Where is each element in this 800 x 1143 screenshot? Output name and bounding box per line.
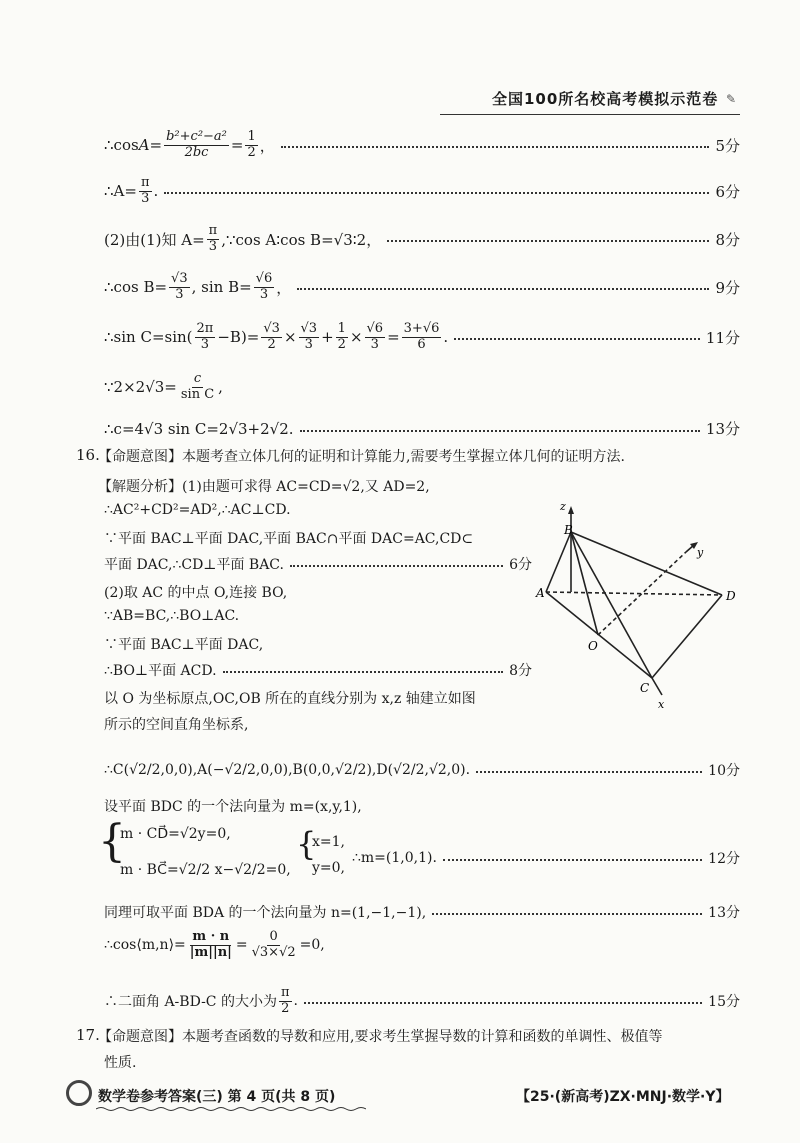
q16-analysis-6: ∵AB=BC,∴BO⊥AC. xyxy=(104,608,240,624)
q16-analysis-7: ∵平面 BAC⊥平面 DAC, xyxy=(104,637,264,653)
edge-BC xyxy=(571,532,652,678)
step-A: ∴A= $\frac{\pi}{3}$ . 6分 xyxy=(104,175,740,206)
page-header: 全国100所名校高考模拟示范卷 xyxy=(492,90,719,108)
label-C: C xyxy=(640,681,650,695)
q16-normal-n: 同理可取平面 BDA 的一个法向量为 n=(1,−1,−1), 13分 xyxy=(104,902,740,922)
score: 6分 xyxy=(715,182,740,201)
q16-analysis-4: 平面 DAC,∴CD⊥平面 BAC. 6分 xyxy=(104,554,532,574)
score: 15分 xyxy=(708,994,740,1011)
footer-page-info: 数学卷参考答案(三) 第 4 页(共 8 页) xyxy=(98,1089,336,1105)
label-y: y xyxy=(697,546,704,559)
q16-analysis-9: 以 O 为坐标原点,OC,OB 所在的直线分别为 x,z 轴建立如图 xyxy=(104,691,476,707)
fraction: $\frac{\text{b²+c²−a²}}{2bc}$ xyxy=(166,129,227,160)
score: 12分 xyxy=(708,851,740,867)
q16-normal-m: 设平面 BDC 的一个法向量为 m=(x,y,1), xyxy=(104,799,362,815)
footer-logo xyxy=(66,1080,92,1106)
edge-BA xyxy=(546,532,571,592)
label-B: B xyxy=(564,523,573,537)
q16-analysis-2: ∴AC²+CD²=AD²,∴AC⊥CD. xyxy=(104,502,291,518)
left-brace: { xyxy=(98,816,126,867)
label-A: A xyxy=(536,586,545,600)
step-sine-law: ∵2×2√3= $\frac{c}{\text{sin C}}$ , xyxy=(104,371,223,402)
dot-leader xyxy=(300,430,700,432)
dot-leader xyxy=(432,913,702,915)
system-eq-2: m · BC⃗=√2/2 x−√2/2=0, xyxy=(120,862,291,878)
step-cosA: ∴cos A = $\frac{\text{b²+c²−a²}}{2bc}$ = $\frac{1}{2}$ ， 5分 xyxy=(104,129,740,160)
dot-leader xyxy=(454,338,700,340)
header-rule xyxy=(440,114,740,115)
label-x: x xyxy=(658,698,665,711)
q16-analysis-1: 【解题分析】(1)由题可求得 AC=CD=√2,又 AD=2, xyxy=(98,479,430,495)
score: 6分 xyxy=(509,557,532,573)
edge-CD xyxy=(652,595,722,678)
score: 9分 xyxy=(715,278,740,297)
score: 10分 xyxy=(708,763,740,779)
score: 8分 xyxy=(715,230,740,249)
score: 11分 xyxy=(705,328,740,347)
dot-leader xyxy=(443,859,702,861)
footer-code: 【25·(新高考)ZX·MNJ·数学·Y】 xyxy=(516,1089,730,1105)
q16-analysis-3: ∵平面 BAC⊥平面 DAC,平面 BAC∩平面 DAC=AC,CD⊂ xyxy=(104,531,474,547)
q16-cos-angle: ∴cos⟨m,n⟩= $\frac{m \cdot n}{|m||n|}$ = $\frac{0}{√3\times√2}$ =0, xyxy=(104,929,325,960)
q17-intent: 【命题意图】本题考查函数的导数和应用,要求考生掌握导数的计算和函数的单调性、极值等 xyxy=(98,1029,663,1045)
dot-leader xyxy=(290,565,503,567)
q16-dihedral-angle: ∴二面角 A-BD-C 的大小为 $\frac{\pi}{2}$ . 15分 xyxy=(104,985,740,1016)
system-sol-1: x=1, xyxy=(312,834,345,850)
x-axis xyxy=(652,678,662,695)
step-c: ∴c=4√3 sin C=2√3+2√2. 13分 xyxy=(104,419,740,438)
dot-leader xyxy=(304,1002,702,1004)
step-part2: (2)由(1)知 A= $\frac{\pi}{3}$ ,∵cos A∶cos B=√3∶2， 8分 xyxy=(104,223,740,254)
question-number-17: 17. xyxy=(76,1026,100,1044)
edge-AD xyxy=(546,592,722,595)
label-z: z xyxy=(560,500,566,513)
left-brace-2: { xyxy=(296,825,317,863)
step-cosB: ∴cos B= $\frac{√3}{3}$ , sin B= $\frac{√6}{3}$ ， 9分 xyxy=(104,271,740,302)
label-D: D xyxy=(726,589,736,603)
q16-analysis-8: ∴BO⊥平面 ACD. 8分 xyxy=(104,660,532,680)
q16-intent: 【命题意图】本题考查立体几何的证明和计算能力,需要考生掌握立体几何的证明方法. xyxy=(98,449,625,465)
q17-intent-cont: 性质. xyxy=(104,1055,137,1071)
q16-analysis-5: (2)取 AC 的中点 O,连接 BO, xyxy=(104,585,288,601)
score: 8分 xyxy=(509,663,532,679)
q16-analysis-10: 所示的空间直角坐标系, xyxy=(104,717,249,733)
dot-leader xyxy=(387,240,709,242)
score: 5分 xyxy=(715,136,740,155)
tetrahedron-diagram xyxy=(534,490,744,715)
edge-BD xyxy=(571,532,722,595)
z-arrow xyxy=(568,506,574,514)
question-number-16: 16. xyxy=(76,446,100,464)
q16-coordinates: ∴C(√2/2,0,0),A(−√2/2,0,0),B(0,0,√2/2),D(√2/2,√2,0). 10分 xyxy=(104,762,740,779)
score: 13分 xyxy=(705,420,740,438)
dot-leader xyxy=(476,771,702,773)
dot-leader xyxy=(297,288,709,290)
system-sol-2: y=0, xyxy=(312,860,345,876)
dot-leader xyxy=(223,671,504,673)
label-O: O xyxy=(588,639,598,653)
footer-wave-line xyxy=(96,1106,366,1112)
system-eq-1: m · CD⃗=√2y=0, xyxy=(120,826,231,842)
step-sinC: ∴sin C=sin( $\frac{2\pi}{3}$ −B)= $\frac{√3}{2}$ × $\frac{√3}{3}$ + $\frac{1}{2}$ × $\frac{√6}{3}$ = $\frac{3+√6}{6}$ . 11分 xyxy=(104,321,740,352)
dot-leader xyxy=(281,146,710,148)
dot-leader xyxy=(164,192,709,194)
system-result: ∴m=(1,0,1). 12分 xyxy=(352,850,740,867)
pencil-icon: ✎ xyxy=(726,92,737,106)
score: 13分 xyxy=(708,905,740,921)
edge-BO xyxy=(571,532,598,635)
